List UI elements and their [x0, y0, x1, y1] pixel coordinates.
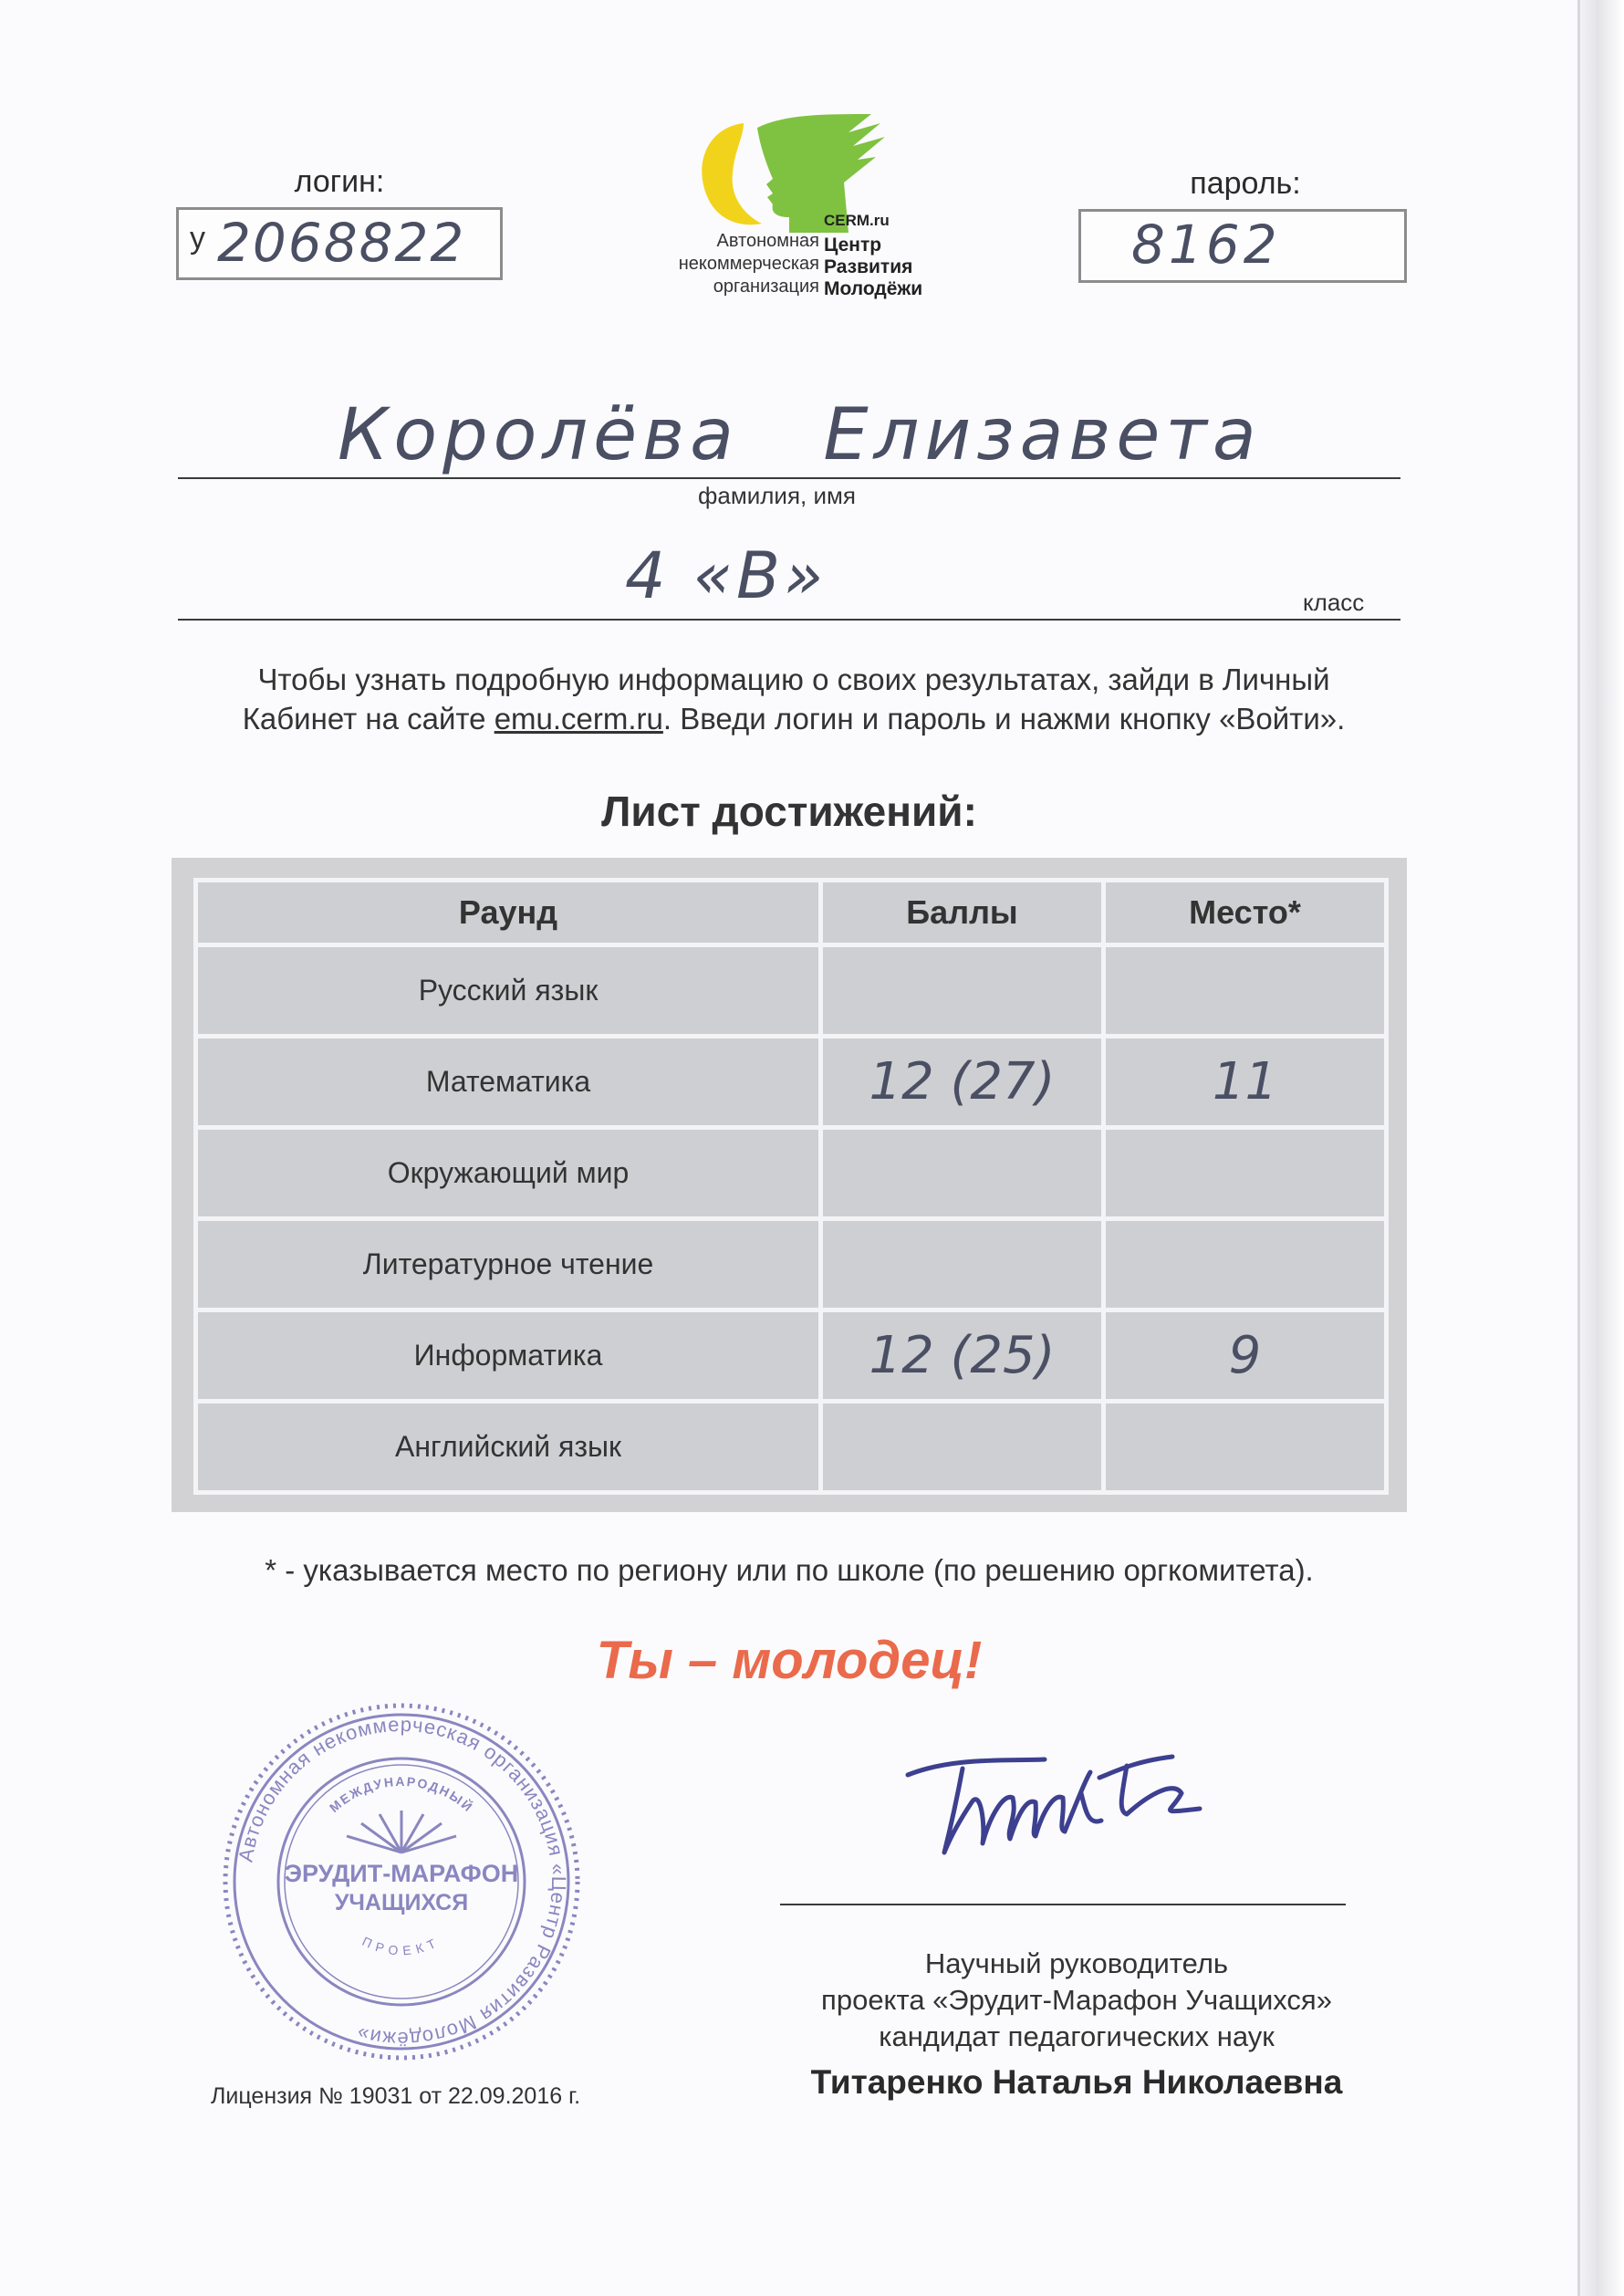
logo-left-line: Автономная [716, 231, 819, 251]
logo-right-line: Центр [824, 235, 882, 256]
row-score [823, 1221, 1101, 1308]
row-subject: Английский язык [198, 1404, 818, 1490]
row-place [1106, 1130, 1384, 1216]
instructions-pre: Кабинет на сайте [242, 702, 494, 736]
place-value: 9 [1228, 1326, 1262, 1385]
student-name: Королёва Елизавета [338, 394, 1262, 476]
achievements-table-frame [172, 858, 1407, 1512]
logo-org-type [652, 230, 819, 298]
login-box [176, 207, 503, 280]
row-subject: Информатика [198, 1312, 818, 1399]
table-header-row [198, 882, 1384, 943]
class-underline [178, 619, 1400, 621]
logo-right-line: Молодёжи [824, 278, 923, 299]
row-place [1106, 1312, 1384, 1399]
row-score [823, 1404, 1101, 1490]
row-score [823, 1038, 1101, 1125]
table-row [198, 1312, 1384, 1399]
signer-degree: кандидат педагогических наук [879, 2020, 1275, 2052]
stamp-inner-top: МЕЖДУНАРОДНЫЙ [326, 1773, 477, 1816]
place-value: 11 [1212, 1052, 1278, 1111]
header-place: Место* [1106, 882, 1384, 943]
name-caption: фамилия, имя [698, 482, 856, 509]
license-text: Лицензия № 19031 от 22.09.2016 г. [211, 2083, 581, 2109]
signer-project: проекта «Эрудит-Марафон Учащихся» [821, 1984, 1332, 2016]
password-box [1078, 209, 1407, 283]
signer-block [721, 1946, 1432, 2101]
login-prefix: у [190, 221, 205, 256]
stamp-inner-bottom: ПРОЕКТ [359, 1933, 443, 1958]
row-subject: Математика [198, 1038, 818, 1125]
row-score [823, 1130, 1101, 1216]
signer-role: Научный руководитель [924, 1947, 1229, 1979]
instructions-text [155, 660, 1432, 738]
row-place [1106, 1038, 1384, 1125]
logo-right-line: Развития [824, 256, 913, 277]
row-place [1106, 1404, 1384, 1490]
header-score: Баллы [823, 882, 1101, 943]
row-score [823, 1312, 1101, 1399]
header-round: Раунд [198, 882, 818, 943]
table-row [198, 1130, 1384, 1216]
project-stamp [219, 1699, 584, 2064]
signature-line [780, 1904, 1346, 1905]
cerm-logo [652, 110, 944, 306]
stamp-title-2: УЧАЩИХСЯ [334, 1890, 469, 1915]
achievements-table [193, 878, 1389, 1495]
logo-org-name [824, 210, 922, 300]
svg-text:МЕЖДУНАРОДНЫЙ [327, 1774, 477, 1815]
page-right-margin [1580, 0, 1624, 2296]
logo-left-line: организация [713, 277, 819, 297]
class-caption: класс [1303, 589, 1365, 616]
instructions-line-1: Чтобы узнать подробную информацию о своих результатах, зайди в Личный [257, 663, 1330, 696]
table-row [198, 1404, 1384, 1490]
score-value: 12 (25) [869, 1326, 1056, 1385]
login-label: логин: [294, 164, 385, 199]
row-place [1106, 1221, 1384, 1308]
row-subject: Русский язык [198, 947, 818, 1034]
row-subject: Окружающий мир [198, 1130, 818, 1216]
score-value: 12 (27) [869, 1052, 1056, 1111]
logo-domain: CERM.ru [824, 212, 890, 229]
table-row [198, 1221, 1384, 1308]
stamp-outer-text: Автономная некоммерческая организация «Центр Развития Молодёжи» [234, 1712, 571, 2051]
password-value: 8162 [1131, 214, 1281, 276]
name-underline [178, 477, 1400, 479]
stamp-title-1: ЭРУДИТ-МАРАФОН [284, 1860, 519, 1887]
achievements-heading: Лист достижений: [601, 788, 977, 835]
row-score [823, 947, 1101, 1034]
sun-rays-icon [347, 1811, 456, 1852]
instructions-line-2 [155, 699, 1432, 738]
class-value: 4 «В» [625, 538, 828, 613]
logo-left-line: некоммерческая [678, 254, 819, 274]
handwritten-signature [899, 1706, 1245, 1871]
row-subject: Литературное чтение [198, 1221, 818, 1308]
row-place [1106, 947, 1384, 1034]
place-footnote: * - указывается место по региону или по школе (по решению оргкомитета). [265, 1553, 1314, 1587]
table-row [198, 1038, 1384, 1125]
signer-name: Титаренко Наталья Николаевна [810, 2063, 1343, 2101]
password-label: пароль: [1190, 166, 1301, 201]
svg-text:ПРОЕКТ [360, 1934, 443, 1958]
praise-text: Ты – молодец! [596, 1631, 983, 1690]
cabinet-link[interactable]: emu.cerm.ru [494, 702, 663, 736]
table-row [198, 947, 1384, 1034]
login-value: 2068822 [217, 212, 466, 274]
instructions-post: . Введи логин и пароль и нажми кнопку «Войти». [662, 702, 1346, 736]
